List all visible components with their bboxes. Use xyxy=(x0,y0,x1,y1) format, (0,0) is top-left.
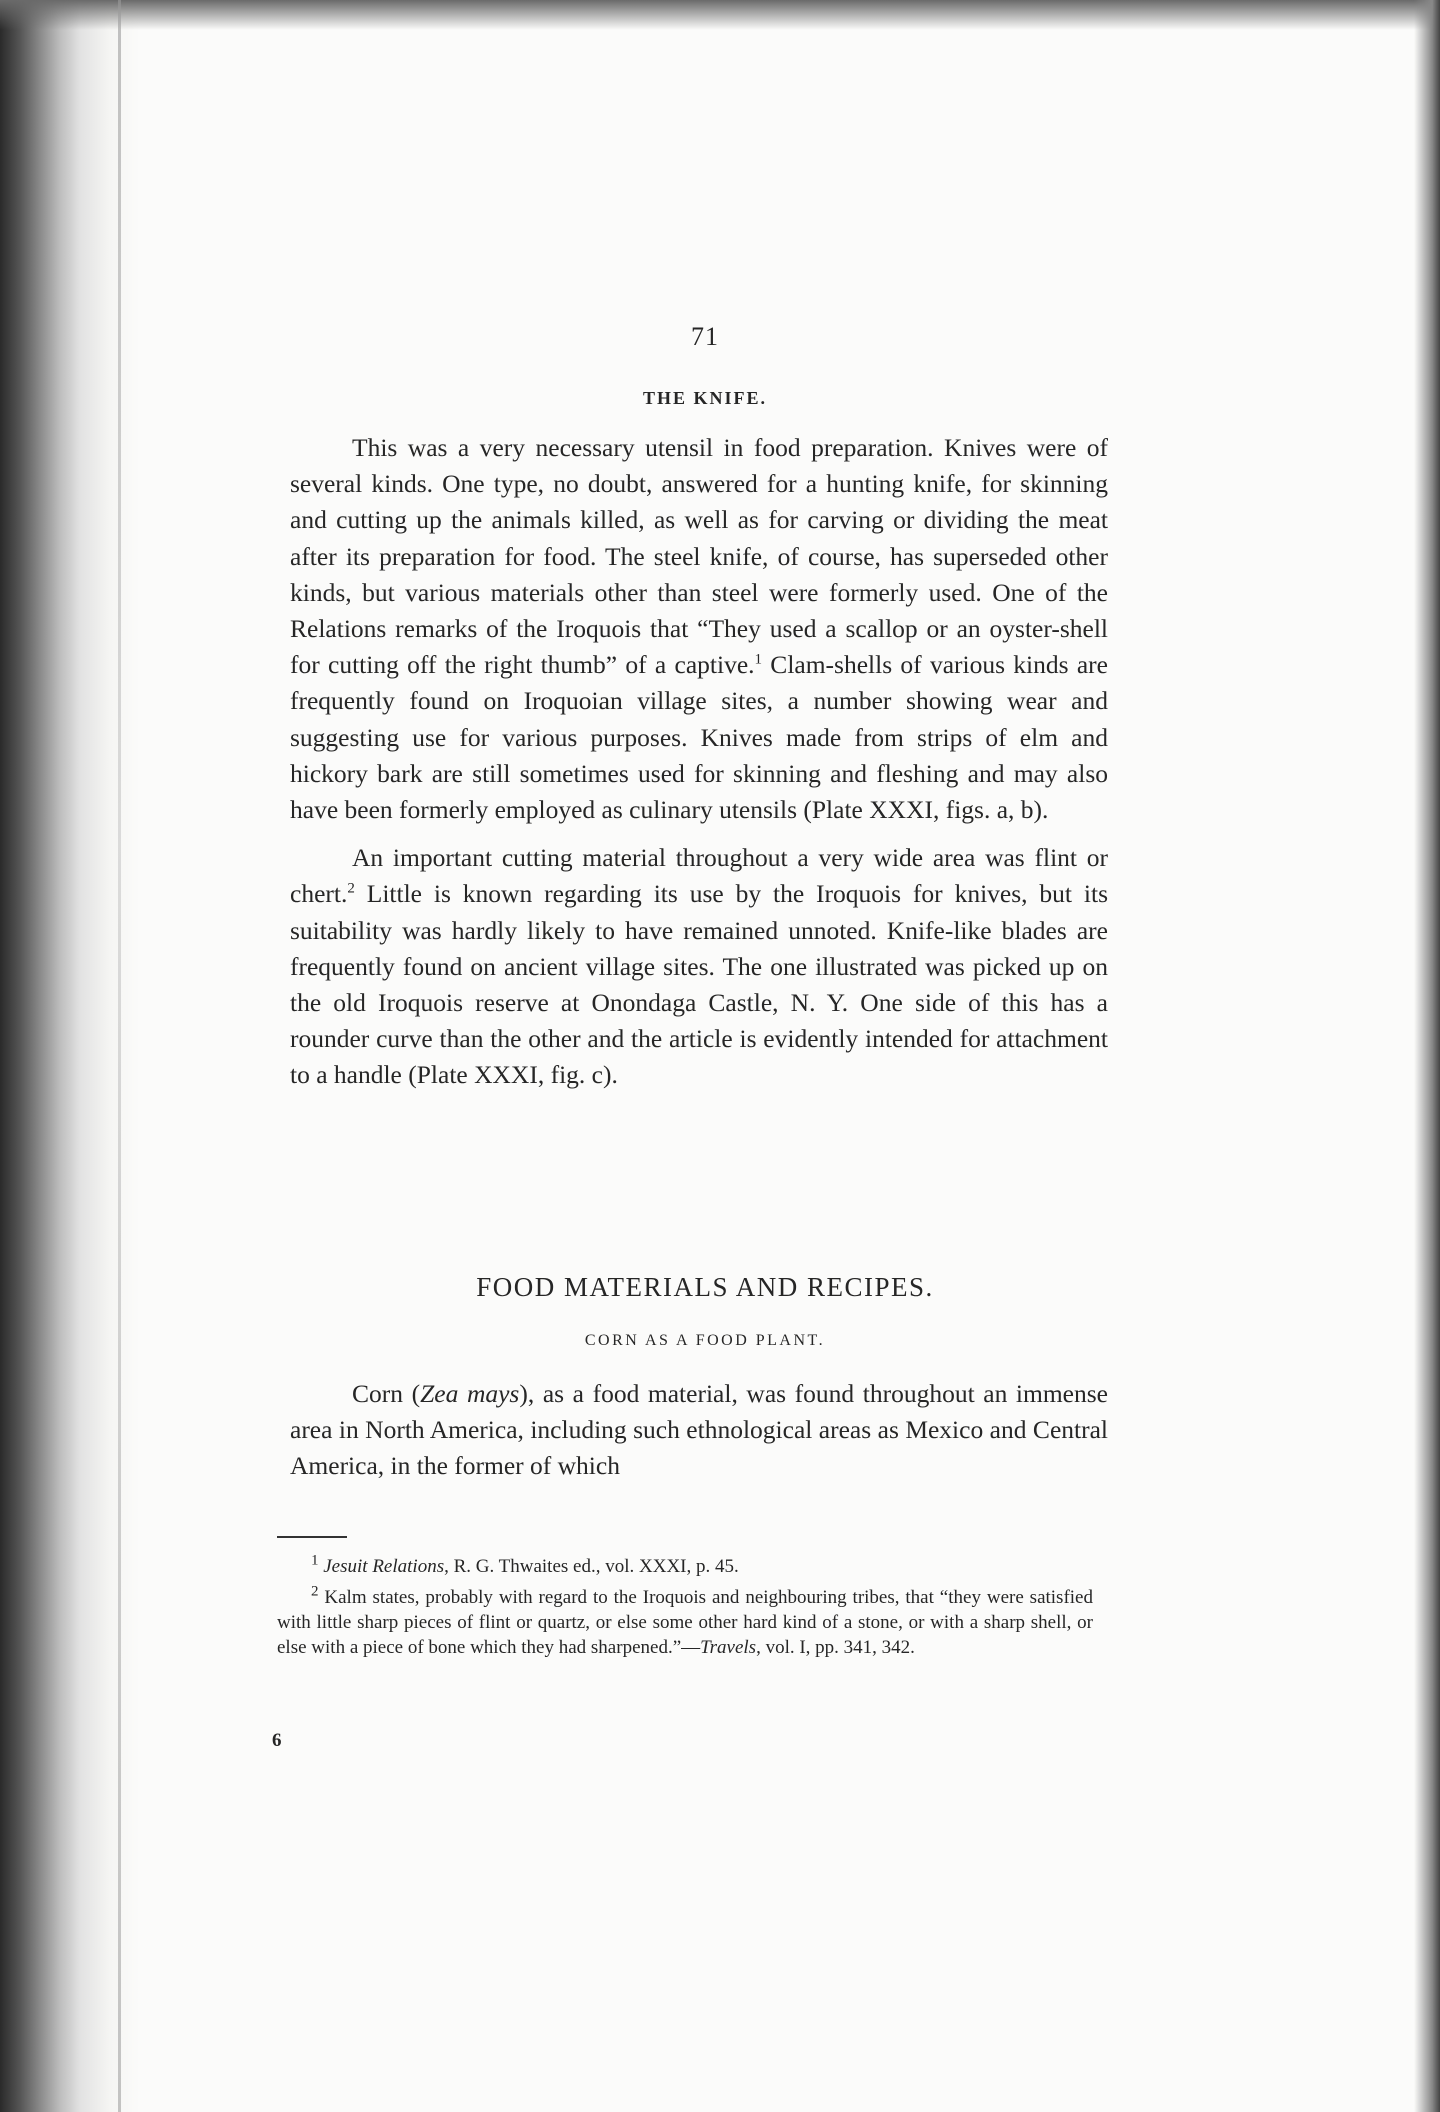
knife-paragraph-2-text-a: An important cutting material throughout a very wide area was flint or chert. xyxy=(290,843,1108,909)
footnote-reference-2: 2 xyxy=(347,880,355,897)
section-title-knife: THE KNIFE. xyxy=(642,388,768,408)
knife-paragraph-2 xyxy=(290,840,1108,1093)
footnote-2-tail: , vol. I, pp. 341, 342. xyxy=(756,1637,915,1658)
section-subheading-corn: CORN AS A FOOD PLANT. xyxy=(584,1332,826,1349)
footnote-2 xyxy=(277,1585,1093,1660)
knife-paragraph-1-text-a: This was a very necessary utensil in food preparation. Knives were of several kinds. One type, no doubt, answered for a hunting knife, for skinning and cutting up the animals killed, as well as for carving or dividing the meat after its preparation for food. The steel knife, of course, has superseded other kinds, but various materials other than steel were formerly used. One of the Relations remarks of the Iroquois that “They used a scallop or an oyster-shell for cutting off the right thumb” of a captive. xyxy=(290,433,1108,680)
knife-paragraph-2-text-b: Little is known regarding its use by the Iroquois for knives, but its suitability was hardly likely to have remained unnoted. Knife-like blades are frequently found on ancient village sites. The one illustrated was picked up on the old Iroquois reserve at Onondaga Castle, N. Y. One side of this has a rounder curve than the other and the article is evidently intended for attachment to a handle (Plate XXXI, fig. c). xyxy=(290,879,1108,1090)
knife-paragraph-1-text-b: Clam-shells of various kinds are frequently found on Iroquoian village sites, a number showing wear and suggesting use for various purposes. Knives made from strips of elm and hickory bark are still sometimes used for skinning and fleshing and may also have been formerly employed as culinary utensils (Plate XXXI, figs. a, b). xyxy=(290,650,1108,825)
footnote-reference-1: 1 xyxy=(754,651,763,668)
chapter-heading: FOOD MATERIALS AND RECIPES. xyxy=(476,1272,934,1302)
footnote-1-title: Jesuit Relations xyxy=(323,1556,445,1577)
footnote-1-marker: 1 xyxy=(311,1552,319,1569)
footnotes xyxy=(277,1554,1093,1666)
footnote-1-text: , R. G. Thwaites ed., vol. XXXI, p. 45. xyxy=(444,1556,739,1577)
footnote-2-text: Kalm states, probably with regard to the Iroquois and neighbouring tribes, that “they were satisfied with little sharp pieces of flint or quartz, or else some other hard kind of a stone, or with a sharp shell, or else with a piece of bone which they had sharpened.”— xyxy=(277,1587,1093,1658)
knife-section-body xyxy=(290,430,1108,1094)
corn-paragraph xyxy=(290,1376,1108,1485)
corn-scientific-name: Zea mays xyxy=(420,1379,520,1408)
footnote-2-title: Travels xyxy=(700,1637,757,1658)
page-number: 71 xyxy=(691,322,719,351)
footnote-2-marker: 2 xyxy=(311,1583,319,1600)
footnote-1 xyxy=(277,1554,1093,1579)
corn-section-body xyxy=(290,1376,1108,1485)
footnote-divider xyxy=(277,1536,347,1538)
corn-paragraph-text-b: ), as a food material, was found throughout an immense area in North America, including such ethnological areas as Mexico and Central America, in the former of which xyxy=(290,1379,1108,1481)
corn-paragraph-text-a: Corn ( xyxy=(352,1379,421,1408)
knife-paragraph-1 xyxy=(290,430,1108,828)
signature-mark: 6 xyxy=(272,1730,282,1751)
